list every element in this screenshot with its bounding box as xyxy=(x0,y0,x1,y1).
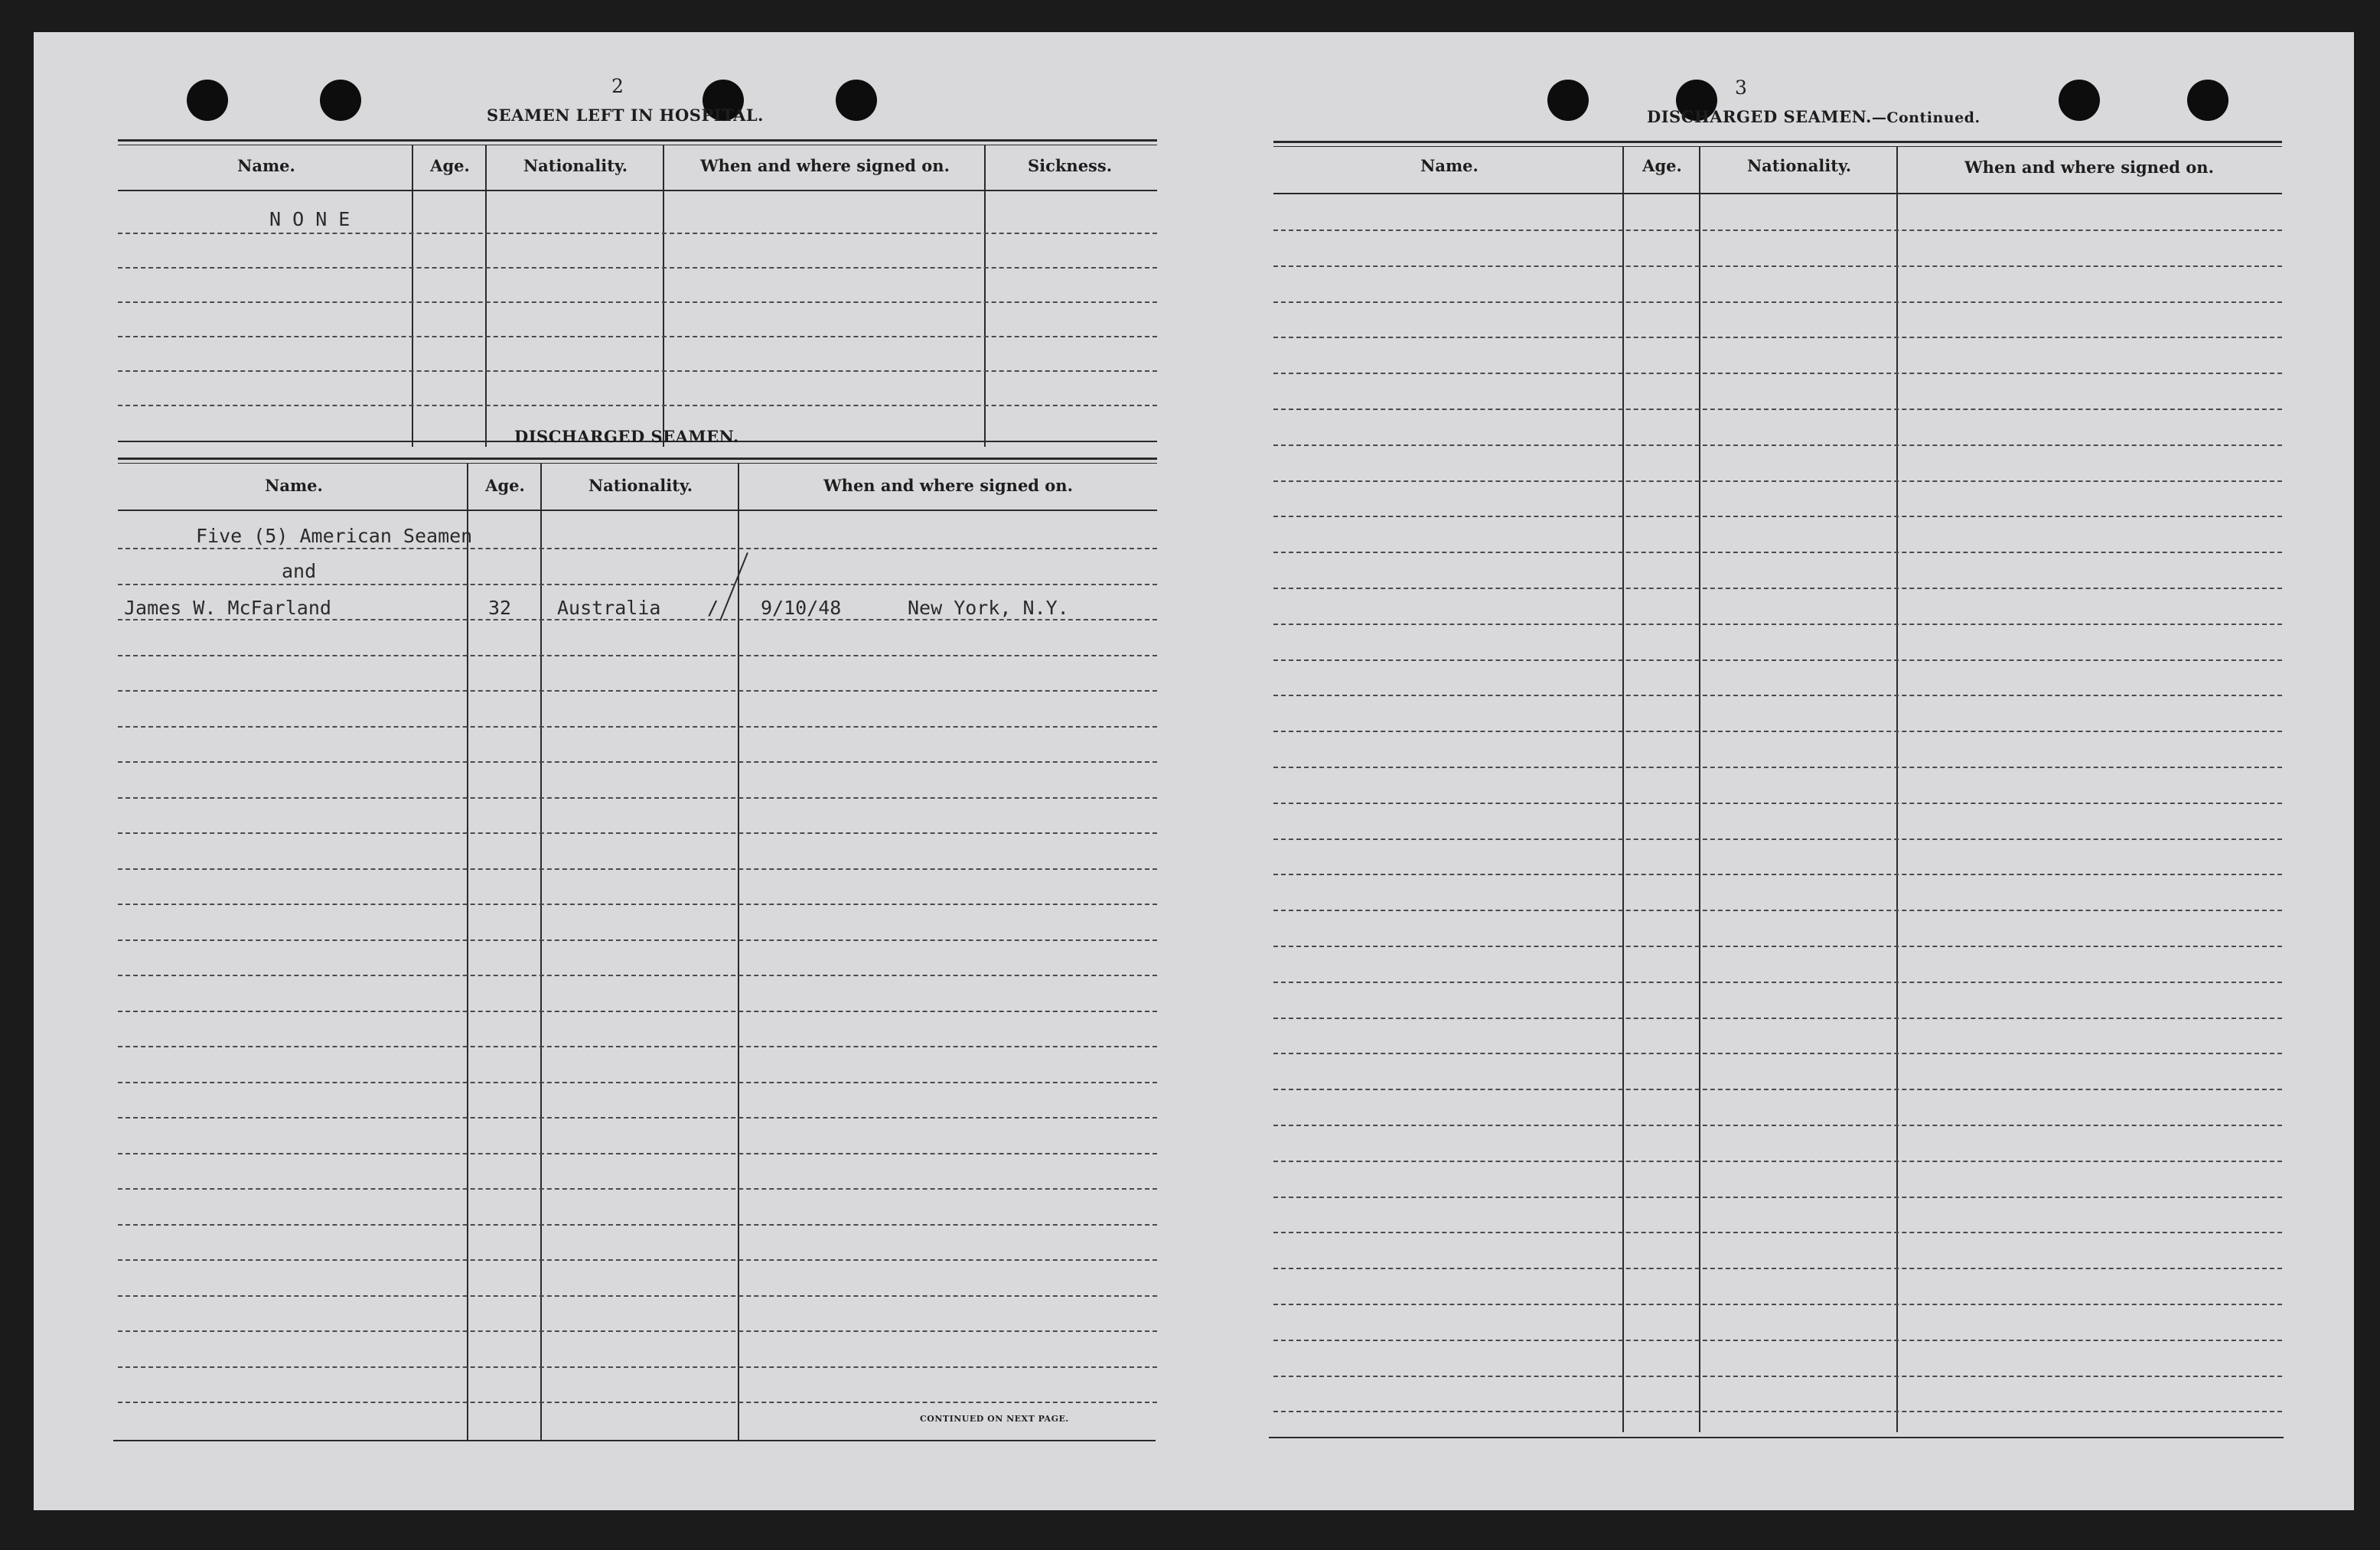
ruled-line xyxy=(1273,265,2282,267)
ruled-line xyxy=(118,1046,1157,1047)
ruled-line xyxy=(1273,910,2282,911)
col-age: Age. xyxy=(485,476,525,495)
col-divider xyxy=(663,145,664,447)
col-nationality: Nationality. xyxy=(588,476,693,495)
page-number: 2 xyxy=(611,75,624,97)
ruled-line xyxy=(118,726,1157,728)
col-nationality: Nationality. xyxy=(1746,156,1852,175)
ruled-line xyxy=(118,548,1157,549)
ruled-line xyxy=(118,1295,1157,1297)
ruled-line xyxy=(1273,1053,2282,1054)
ruled-line xyxy=(1273,1089,2282,1090)
ruled-line xyxy=(118,1259,1157,1261)
ruled-line xyxy=(1273,1340,2282,1341)
none-entry: N O N E xyxy=(269,208,350,230)
ruled-line xyxy=(118,1402,1157,1403)
col-name: Name. xyxy=(1420,156,1479,175)
section-bottom-rule xyxy=(1269,1437,2284,1438)
title-main: DISCHARGED SEAMEN. xyxy=(1647,107,1872,126)
ruled-line xyxy=(118,1188,1157,1190)
ruled-line xyxy=(1273,1125,2282,1126)
ruled-line xyxy=(1273,552,2282,553)
hospital-section-title: SEAMEN LEFT IN HOSPITAL. xyxy=(487,106,764,125)
col-age: Age. xyxy=(430,156,470,175)
ruled-line xyxy=(118,619,1157,620)
ruled-line xyxy=(118,301,1157,303)
punch-hole xyxy=(836,80,877,121)
ruled-line xyxy=(118,761,1157,763)
ruled-line xyxy=(1273,337,2282,338)
ruled-line xyxy=(118,975,1157,976)
ruled-line xyxy=(1273,1232,2282,1233)
footer-continued: CONTINUED ON NEXT PAGE. xyxy=(920,1414,1069,1424)
col-nationality: Nationality. xyxy=(523,156,628,175)
right-page xyxy=(1227,32,2354,1510)
ruled-line xyxy=(1273,946,2282,947)
col-signed-on: When and where signed on. xyxy=(823,476,1073,495)
ruled-line xyxy=(118,233,1157,234)
ruled-line xyxy=(1273,624,2282,625)
ruled-line xyxy=(118,1153,1157,1154)
ruled-line xyxy=(1273,982,2282,983)
entry-line-2: and xyxy=(282,560,317,582)
col-divider xyxy=(1699,147,1700,1432)
ruled-line xyxy=(1273,1197,2282,1198)
ruled-line xyxy=(1273,1376,2282,1377)
col-signed-on: When and where signed on. xyxy=(700,156,950,175)
punch-hole xyxy=(320,80,361,121)
ruled-line xyxy=(118,370,1157,372)
discharged-section-title: DISCHARGED SEAMEN. xyxy=(514,427,739,446)
ruled-line xyxy=(118,584,1157,585)
ruled-line xyxy=(118,1366,1157,1368)
ruled-line xyxy=(118,405,1157,406)
ruled-line xyxy=(1273,588,2282,589)
seaman-name: James W. McFarland xyxy=(124,597,331,619)
punch-hole xyxy=(2187,80,2228,121)
ruled-line xyxy=(118,336,1157,337)
col-name: Name. xyxy=(237,156,295,175)
punch-hole xyxy=(2059,80,2100,121)
title-continued: —Continued. xyxy=(1871,109,1981,126)
col-sickness: Sickness. xyxy=(1027,156,1113,175)
pencil-stroke xyxy=(719,552,748,621)
col-divider xyxy=(1622,147,1624,1432)
column-header-underline xyxy=(118,190,1157,191)
ruled-line xyxy=(118,1330,1157,1332)
col-signed-on: When and where signed on. xyxy=(1964,158,2214,177)
ruled-line xyxy=(1273,480,2282,482)
ruled-line xyxy=(118,1117,1157,1119)
section-bottom-rule xyxy=(113,1440,1156,1441)
ruled-line xyxy=(1273,373,2282,374)
ruled-line xyxy=(1273,444,2282,446)
punch-hole xyxy=(1547,80,1589,121)
ruled-line xyxy=(1273,1304,2282,1305)
ruled-line xyxy=(118,655,1157,656)
signed-on-place: New York, N.Y. xyxy=(908,597,1069,619)
ruled-line xyxy=(118,832,1157,834)
ruled-line xyxy=(1273,803,2282,804)
ruled-line xyxy=(1273,874,2282,875)
ruled-line xyxy=(1273,838,2282,840)
ruled-line xyxy=(1273,301,2282,303)
ruled-line xyxy=(118,797,1157,799)
col-age: Age. xyxy=(1642,156,1682,175)
ruled-line xyxy=(1273,1268,2282,1269)
ruled-line xyxy=(1273,1018,2282,1019)
ruled-line xyxy=(118,267,1157,269)
ruled-line xyxy=(118,1224,1157,1226)
ruled-line xyxy=(1273,695,2282,696)
ruled-line xyxy=(1273,767,2282,768)
ruled-line xyxy=(118,868,1157,870)
ruled-line xyxy=(1273,1161,2282,1162)
col-name: Name. xyxy=(265,476,323,495)
page-number: 3 xyxy=(1735,77,1747,99)
ruled-line xyxy=(1273,516,2282,517)
left-page xyxy=(34,32,1182,1510)
ruled-line xyxy=(1273,1411,2282,1412)
ruled-line xyxy=(118,690,1157,692)
header-rule xyxy=(118,139,1157,142)
ruled-line xyxy=(118,1082,1157,1083)
header-rule xyxy=(1273,141,2282,143)
discharged-continued-title xyxy=(1647,107,1981,126)
header-rule xyxy=(118,458,1157,460)
ruled-line xyxy=(1273,409,2282,410)
col-divider xyxy=(412,145,413,447)
punch-hole xyxy=(187,80,228,121)
ruled-line xyxy=(118,939,1157,941)
seaman-nationality: Australia xyxy=(557,597,661,619)
col-divider xyxy=(485,145,487,447)
signed-on-date: 9/10/48 xyxy=(761,597,842,619)
ruled-line xyxy=(118,904,1157,905)
col-divider xyxy=(1896,147,1898,1432)
check-mark: / xyxy=(707,597,719,619)
column-header-underline xyxy=(1273,193,2282,194)
ruled-line xyxy=(1273,731,2282,732)
ruled-line xyxy=(1273,230,2282,231)
ruled-line xyxy=(118,1011,1157,1012)
column-header-underline xyxy=(118,510,1157,511)
ruled-line xyxy=(1273,659,2282,661)
document-sheet xyxy=(34,32,2354,1510)
col-divider xyxy=(984,145,986,447)
entry-line-1: Five (5) American Seamen xyxy=(196,525,473,547)
seaman-age: 32 xyxy=(488,597,512,619)
